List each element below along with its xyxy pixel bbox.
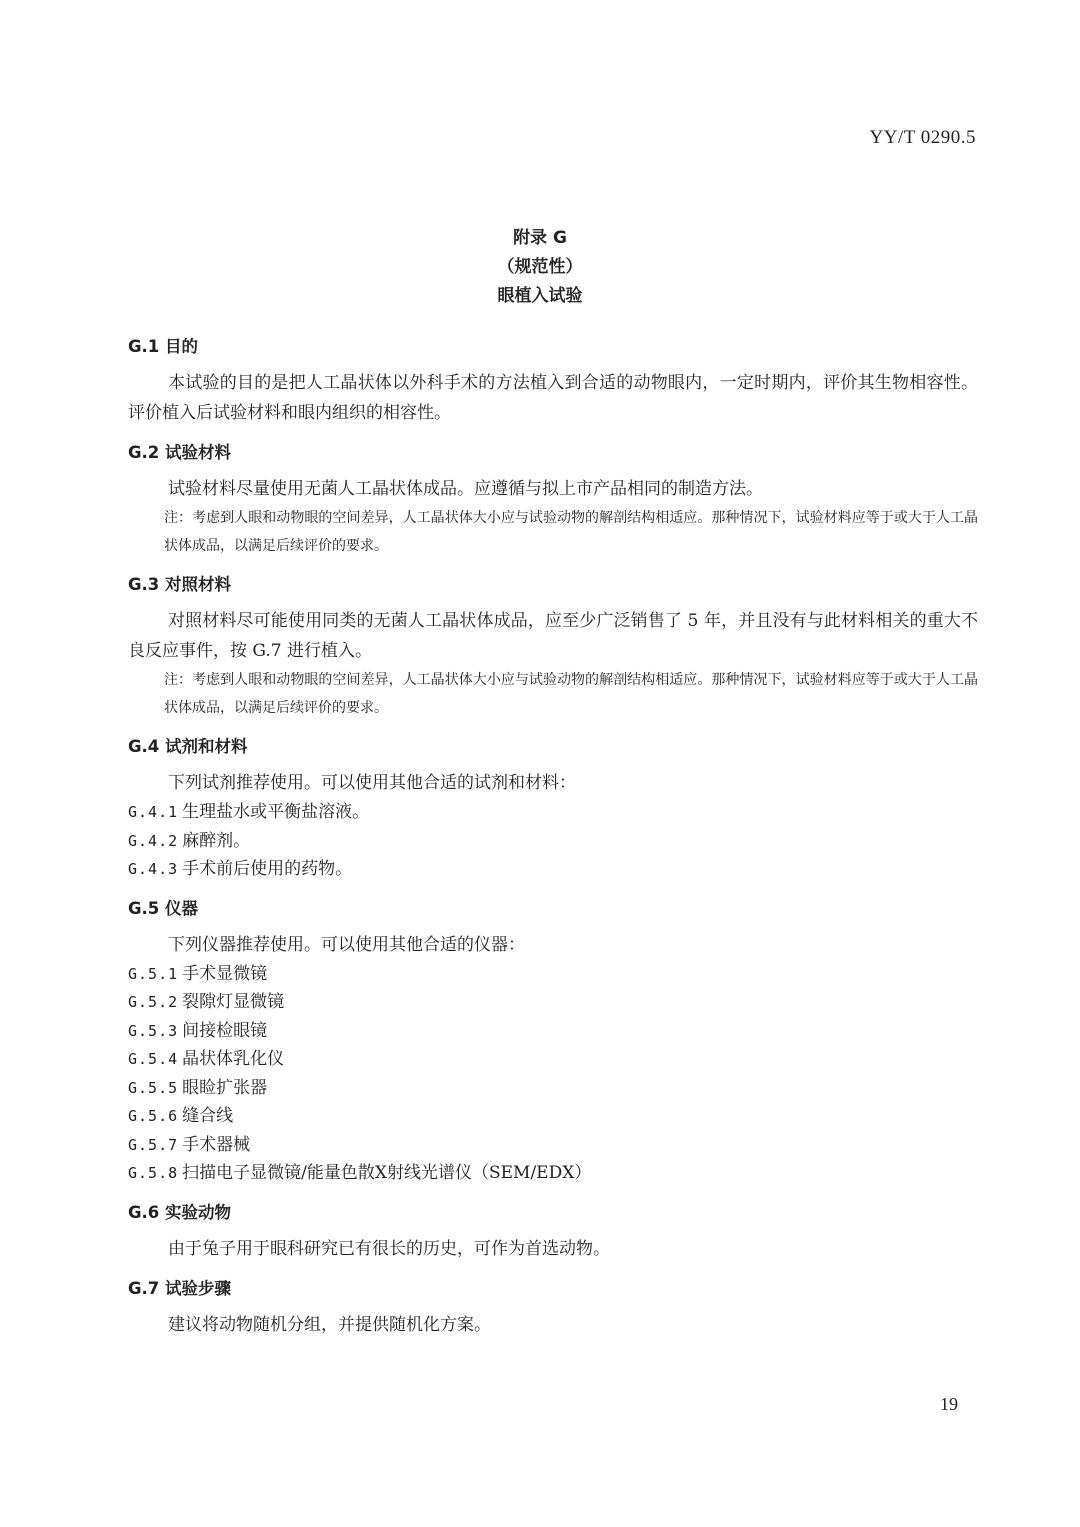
item-number: G.5.8: [128, 1164, 179, 1182]
standard-number: YY/T 0290.5: [869, 127, 976, 148]
list-item: [128, 1045, 978, 1074]
item-text: 扫描电子显微镜/能量色散X射线光谱仪（SEM/EDX）: [182, 1163, 592, 1183]
list-item: [128, 988, 978, 1017]
section-g6-title: G.6 实验动物: [128, 1202, 232, 1222]
list-item: [128, 827, 978, 856]
list-item: [128, 1102, 978, 1131]
item-text: 生理盐水或平衡盐溶液。: [182, 802, 370, 822]
note-text: 考虑到人眼和动物眼的空间差异，人工晶状体大小应与试验动物的解剖结构相适应。那种情况下，试验材料应等于或大于人工晶状体成品，以满足后续评价的要求。: [164, 510, 979, 554]
section-g3-title: G.3 对照材料: [128, 575, 232, 594]
section-g3-paragraph: 对照材料尽可能使用同类的无菌人工晶状体成品，应至少广泛销售了 5 年，并且没有与此材料相关的重大不良反应事件，按 G.7 进行植入。: [128, 611, 978, 661]
list-item: [128, 1017, 978, 1046]
item-text: 手术器械: [182, 1134, 251, 1155]
list-item: [128, 798, 978, 827]
item-text: 晶状体乳化仪: [182, 1049, 285, 1069]
section-g1-title: G.1 目的: [128, 337, 199, 356]
item-number: G.5.6: [128, 1107, 179, 1125]
note-text: 考虑到人眼和动物眼的空间差异，人工晶状体大小应与试验动物的解剖结构相适应。那种情况下，试验材料应等于或大于人工晶状体成品，以满足后续评价的要求。: [164, 672, 979, 716]
item-number: G.5.3: [128, 1021, 179, 1040]
list-item: [128, 1074, 978, 1103]
note-label: 注：: [164, 510, 193, 526]
item-text: 裂隙灯显微镜: [182, 992, 285, 1012]
section-g4-paragraph: 下列试剂推荐使用。可以使用其他合适的试剂和材料：: [168, 773, 576, 793]
item-text: 手术前后使用的药物。: [182, 859, 353, 879]
item-number: G.5.7: [128, 1135, 179, 1154]
section-g1-paragraph: 本试验的目的是把人工晶状体以外科手术的方法植入到合适的动物眼内，一定时期内，评价其生物相容性。评价植入后试验材料和眼内组织的相容性。: [128, 373, 978, 423]
section-g2-note: [128, 504, 978, 560]
item-number: G.4.2: [128, 831, 179, 850]
list-item: [128, 1159, 978, 1188]
list-item: [128, 855, 978, 884]
section-g7-title: G.7 试验步骤: [128, 1278, 232, 1298]
section-g2-title: G.2 试验材料: [128, 443, 232, 462]
list-item: [128, 1131, 978, 1160]
item-number: G.5.1: [128, 964, 179, 983]
annex-label: 附录 G: [513, 228, 567, 248]
item-number: G.4.3: [128, 860, 179, 878]
note-label: 注：: [164, 672, 193, 688]
item-text: 麻醉剂。: [182, 830, 251, 851]
section-g3-note: [128, 666, 978, 722]
item-number: G.5.5: [128, 1078, 179, 1097]
annex-title-block: [0, 224, 1080, 311]
section-g6-paragraph: 由于兔子用于眼科研究已有很长的历史，可作为首选动物。: [168, 1238, 610, 1259]
annex-name: 眼植入试验: [497, 286, 583, 306]
section-g7-paragraph: 建议将动物随机分组，并提供随机化方案。: [168, 1314, 491, 1335]
section-g4-title: G.4 试剂和材料: [128, 737, 248, 756]
item-text: 眼睑扩张器: [182, 1077, 268, 1098]
item-text: 手术显微镜: [182, 963, 268, 984]
document-body: [128, 332, 978, 1340]
section-g5-title: G.5 仪器: [128, 898, 199, 918]
item-number: G.4.1: [128, 803, 179, 821]
section-g2-paragraph: 试验材料尽量使用无菌人工晶状体成品。应遵循与拟上市产品相同的制造方法。: [168, 479, 763, 499]
page-number: 19: [940, 1394, 958, 1414]
section-g5-paragraph: 下列仪器推荐使用。可以使用其他合适的仪器：: [168, 934, 525, 955]
item-number: G.5.4: [128, 1050, 179, 1068]
list-item: [128, 960, 978, 989]
item-number: G.5.2: [128, 993, 179, 1011]
item-text: 缝合线: [182, 1106, 234, 1126]
item-text: 间接检眼镜: [182, 1020, 268, 1041]
annex-nature: （规范性）: [497, 257, 583, 277]
